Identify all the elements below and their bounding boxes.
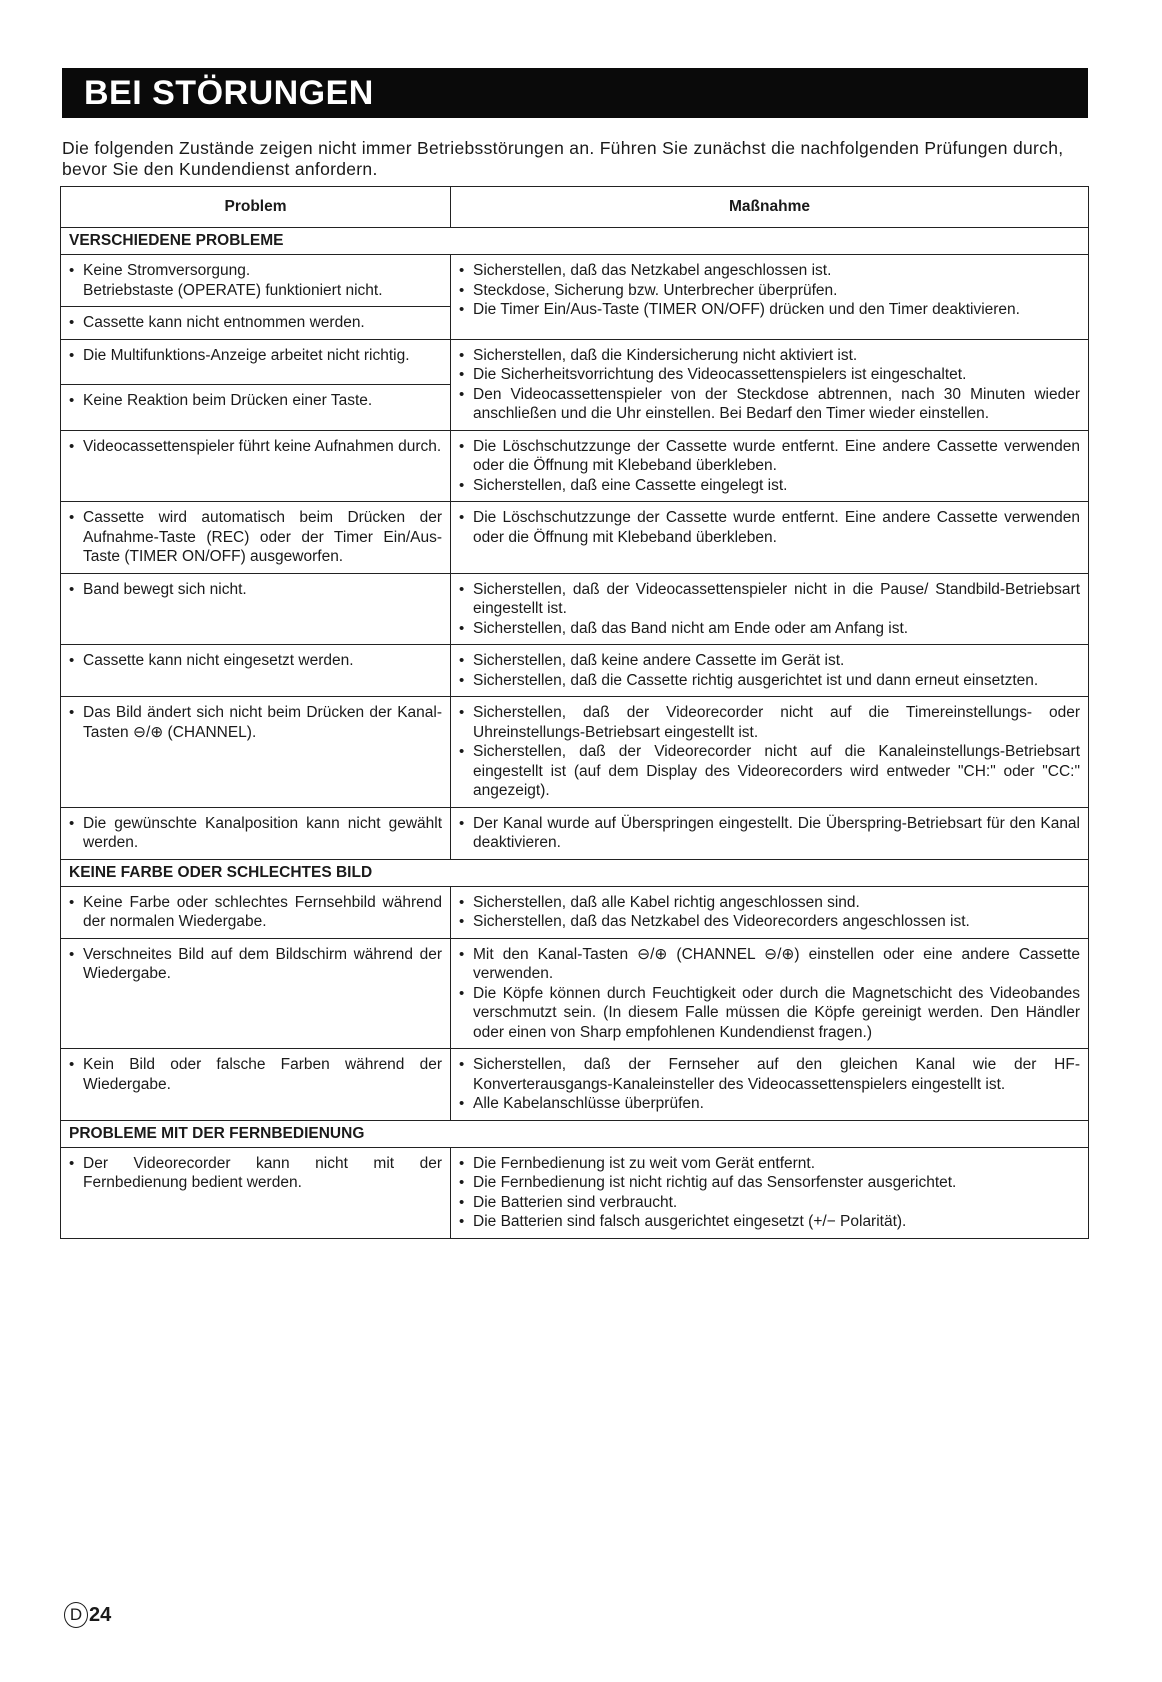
measure-item: • Steckdose, Sicherung bzw. Unterbrecher überprüfen. [459,281,1080,301]
section-header-row [61,228,1089,255]
measure-item: • Sicherstellen, daß die Cassette richtig ausgerichtet ist und dann erneut einsetzten. [459,671,1080,691]
problem-text: • Das Bild ändert sich nicht beim Drücken der Kanal-Tasten ⊖/⊕ (CHANNEL). [69,703,442,742]
measure-item: • Sicherstellen, daß das Band nicht am Ende oder am Anfang ist. [459,619,1080,639]
problem-cell [61,1049,451,1121]
problem-text: • Keine Stromversorgung. [69,261,442,281]
table-row [61,1147,1089,1238]
measure-item: • Alle Kabelanschlüsse überprüfen. [459,1094,1080,1114]
table-row [61,502,1089,574]
table-row [61,886,1089,938]
measure-item: • Die Fernbedienung ist nicht richtig auf das Sensorfenster ausgerichtet. [459,1173,1080,1193]
measure-cell [451,886,1089,938]
problem-text: • Cassette kann nicht eingesetzt werden. [69,651,442,671]
measure-item: • Die Timer Ein/Aus-Taste (TIMER ON/OFF) drücken und den Timer deaktivieren. [459,300,1080,320]
measure-item: • Sicherstellen, daß alle Kabel richtig angeschlossen sind. [459,893,1080,913]
measure-item: • Die Löschschutzzunge der Cassette wurde entfernt. Eine andere Cassette verwenden oder die Öffnung mit Klebeband überkleben. [459,437,1080,476]
section-title: VERSCHIEDENE PROBLEME [61,228,1089,255]
intro-text: Die folgenden Zustände zeigen nicht immer Betriebsstörungen an. Führen Sie zunächst die nachfolgenden Prüfungen durch, bevor Sie den Kundendienst anfordern. [62,138,1064,179]
table-row [61,645,1089,697]
measure-item: • Sicherstellen, daß eine Cassette eingelegt ist. [459,476,1080,496]
problem-cell [61,385,451,431]
measure-cell [451,645,1089,697]
measure-cell [451,573,1089,645]
problem-text: • Verschneites Bild auf dem Bildschirm während der Wiedergabe. [69,945,442,984]
measure-item: • Der Kanal wurde auf Überspringen eingestellt. Die Überspring-Betriebsart für den Kanal deaktivieren. [459,814,1080,853]
language-badge-icon: D [64,1602,88,1628]
measure-cell [451,1147,1089,1238]
measure-item: • Die Löschschutzzunge der Cassette wurde entfernt. Eine andere Cassette verwenden oder die Öffnung mit Klebeband überkleben. [459,508,1080,547]
problem-cell [61,307,451,340]
section-header-row [61,859,1089,886]
measure-item: • Sicherstellen, daß der Videorecorder nicht auf die Kanaleinstellungs-Betriebsart eingestellt ist (auf dem Display des Videorecorders wird entweder "CH:" oder "CC:" angezeigt). [459,742,1080,801]
problem-cell [61,502,451,574]
problem-cell [61,886,451,938]
table-row [61,255,1089,307]
problem-cell [61,339,451,385]
problem-cell [61,255,451,307]
measure-item: • Die Köpfe können durch Feuchtigkeit oder durch die Magnetschicht des Videobandes verschmutzt sein. (In diesem Falle müssen die Köpfe gereinigt werden. Den Händler oder einen von Sharp empfohlenen Kundendienst fragen.) [459,984,1080,1043]
measure-cell [451,938,1089,1049]
measure-item: • Die Batterien sind falsch ausgerichtet eingesetzt (+/− Polarität). [459,1212,1080,1232]
problem-text: • Keine Farbe oder schlechtes Fernsehbild während der normalen Wiedergabe. [69,893,442,932]
measure-item: • Sicherstellen, daß die Kindersicherung nicht aktiviert ist. [459,346,1080,366]
page-footer [64,1602,111,1628]
problem-cell [61,645,451,697]
problem-cell [61,807,451,859]
problem-text: • Die gewünschte Kanalposition kann nicht gewählt werden. [69,814,442,853]
measure-cell [451,339,1089,430]
table-row [61,807,1089,859]
measure-cell [451,1049,1089,1121]
problem-text: • Videocassettenspieler führt keine Aufnahmen durch. [69,437,442,457]
problem-cell [61,573,451,645]
column-header-measure: Maßnahme [451,187,1089,228]
measure-item: • Sicherstellen, daß der Videorecorder nicht auf die Timereinstellungs- oder Uhreinstellungs-Betriebsart eingestellt ist. [459,703,1080,742]
table-row [61,938,1089,1049]
measure-item: • Sicherstellen, daß das Netzkabel des Videorecorders angeschlossen ist. [459,912,1080,932]
problem-text: • Die Multifunktions-Anzeige arbeitet nicht richtig. [69,346,442,366]
problem-text: • Der Videorecorder kann nicht mit der Fernbedienung bedient werden. [69,1154,442,1193]
table-header-row [61,187,1089,228]
table-row [61,430,1089,502]
section-header-row [61,1120,1089,1147]
troubleshooting-table [60,186,1089,1239]
page-number: 24 [89,1603,112,1626]
measure-cell [451,430,1089,502]
measure-item: • Die Fernbedienung ist zu weit vom Gerät entfernt. [459,1154,1080,1174]
measure-cell [451,697,1089,808]
measure-item: • Mit den Kanal-Tasten ⊖/⊕ (CHANNEL ⊖/⊕) einstellen oder eine andere Cassette verwenden. [459,945,1080,984]
problem-text: • Keine Reaktion beim Drücken einer Taste. [69,391,442,411]
measure-item: • Den Videocassettenspieler von der Steckdose abtrennen, nach 30 Minuten wieder anschließen und die Uhr einstellen. Bei Bedarf den Timer wieder einstellen. [459,385,1080,424]
problem-cell [61,1147,451,1238]
section-title: PROBLEME MIT DER FERNBEDIENUNG [61,1120,1089,1147]
problem-cell [61,697,451,808]
measure-item: • Sicherstellen, daß das Netzkabel angeschlossen ist. [459,261,1080,281]
problem-cell [61,938,451,1049]
page-title: BEI STÖRUNGEN [62,68,1088,118]
problem-cell [61,430,451,502]
measure-cell [451,255,1089,340]
measure-item: • Sicherstellen, daß der Videocassettenspieler nicht in die Pause/ Standbild-Betriebsart eingestellt ist. [459,580,1080,619]
column-header-problem: Problem [61,187,451,228]
table-row [61,1049,1089,1121]
problem-text: Betriebstaste (OPERATE) funktioniert nicht. [83,281,383,299]
problem-text: • Cassette wird automatisch beim Drücken der Aufnahme-Taste (REC) oder der Timer Ein/Aus-Taste (TIMER ON/OFF) ausgeworfen. [69,508,442,567]
table-row [61,573,1089,645]
measure-item: • Die Sicherheitsvorrichtung des Videocassettenspielers ist eingeschaltet. [459,365,1080,385]
problem-text: • Band bewegt sich nicht. [69,580,442,600]
table-row [61,339,1089,385]
section-title: KEINE FARBE ODER SCHLECHTES BILD [61,859,1089,886]
measure-cell [451,502,1089,574]
problem-text: • Kein Bild oder falsche Farben während der Wiedergabe. [69,1055,442,1094]
table-row [61,697,1089,808]
measure-cell [451,807,1089,859]
problem-text: • Cassette kann nicht entnommen werden. [69,313,442,333]
measure-item: • Die Batterien sind verbraucht. [459,1193,1080,1213]
measure-item: • Sicherstellen, daß keine andere Cassette im Gerät ist. [459,651,1080,671]
measure-item: • Sicherstellen, daß der Fernseher auf den gleichen Kanal wie der HF-Konverterausgangs-Kanaleinsteller des Videocassettenspielers eingestellt ist. [459,1055,1080,1094]
